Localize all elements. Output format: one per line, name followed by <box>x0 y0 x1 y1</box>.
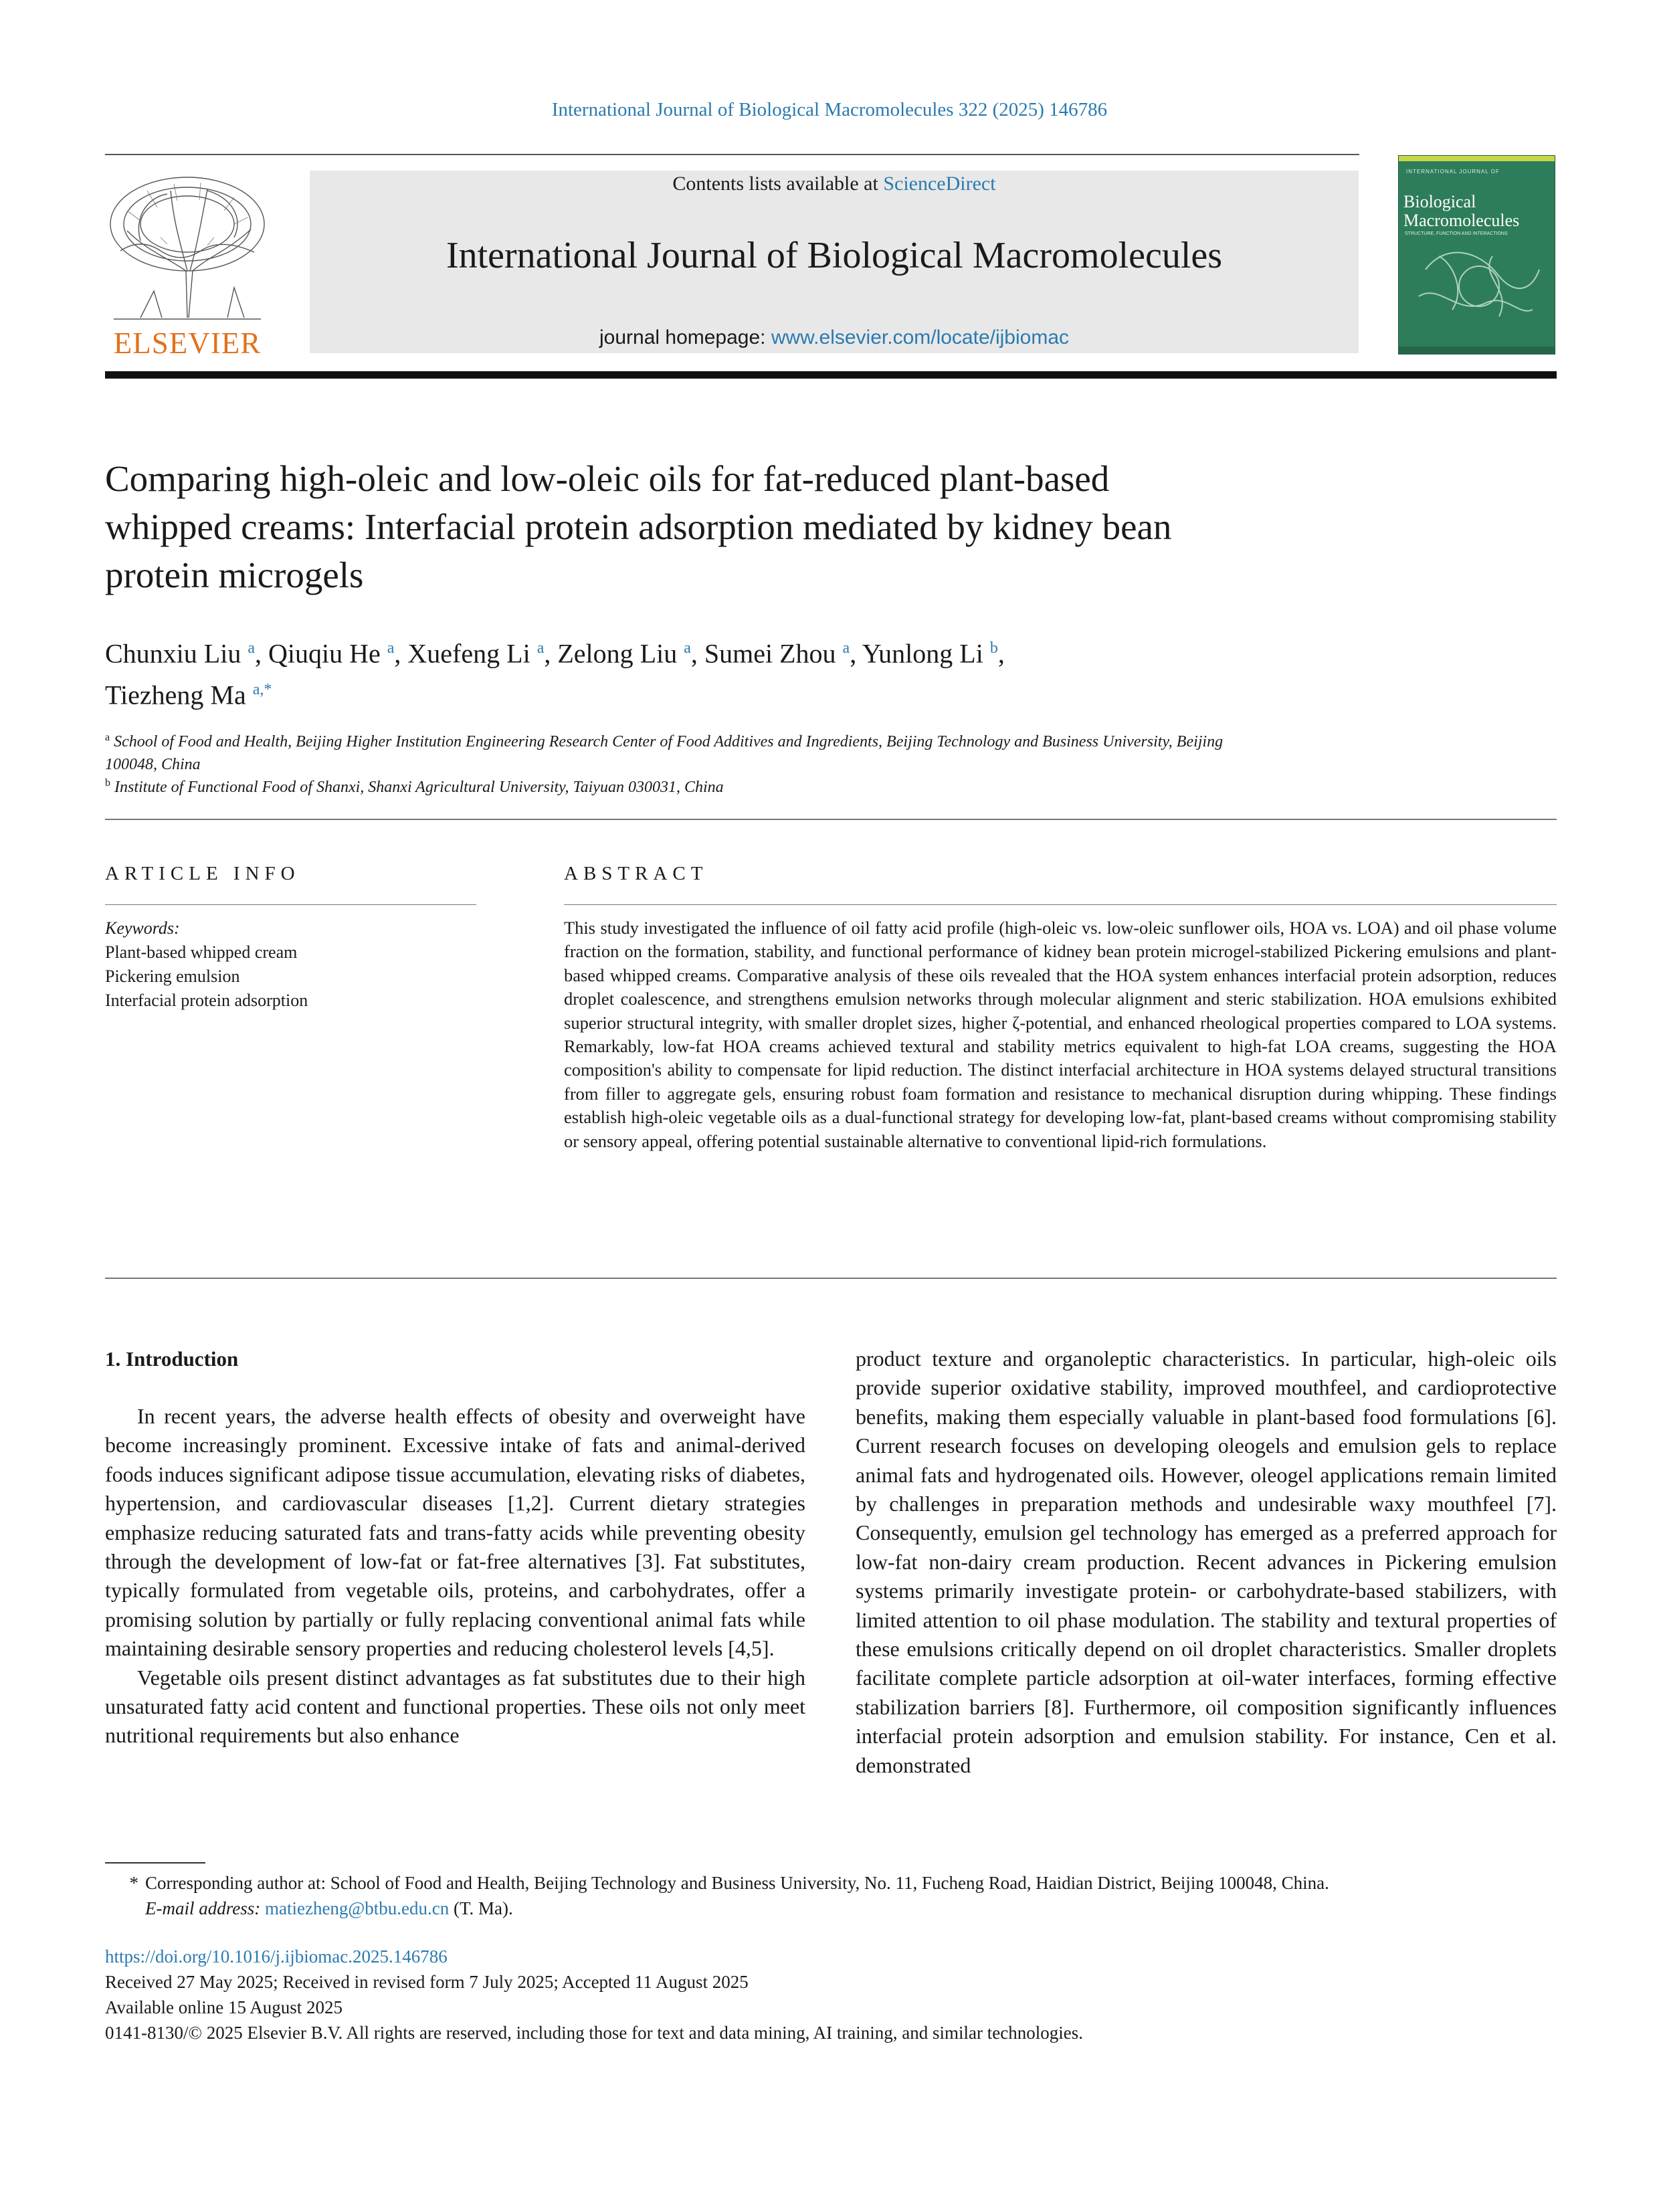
article-info-rule <box>105 904 476 905</box>
author-name[interactable]: Sumei Zhou <box>704 638 836 669</box>
author-affiliation-marker[interactable]: a,* <box>252 681 272 699</box>
footnote-marker: * <box>129 1873 138 1893</box>
affiliation-b <box>105 772 1376 799</box>
copyright-line: 0141-8130/© 2025 Elsevier B.V. All rights are reserved, including those for text and data mining, AI training, and similar technologies. <box>105 2023 1083 2043</box>
sciencedirect-link[interactable]: ScienceDirect <box>883 173 996 195</box>
available-online: Available online 15 August 2025 <box>105 1997 343 2017</box>
keyword: Interfacial protein adsorption <box>105 991 308 1010</box>
body-paragraph: In recent years, the adverse health effects of obesity and overweight have become increasingly prominent. Excessive intake of fats and animal-derived foods induces significant adipose tissue accumulation, elevating risks of diabetes, hypertension, and cardiovascular diseases [1,2]. Current dietary strategies emphasize reducing saturated fats and trans-fatty acids while preventing obesity through the development of low-fat or fat-free alternatives [3]. Fat substitutes, typically formulated from vegetable oils, proteins, and carbohydrates, offer a promising solution by partially or fully replacing conventional animal fats while maintaining desirable sensory properties and reducing cholesterol levels [4,5]. <box>105 1404 805 1661</box>
affiliation-text: School of Food and Health, Beijing Higher Institution Engineering Research Center of Food Additives and Ingredients, Beijing Technology and Business University, Beijing <box>114 733 1224 750</box>
contents-prefix: Contents lists available at <box>672 173 884 195</box>
corresponding-author-footnote <box>105 1870 1557 1921</box>
affiliation-a <box>105 726 1376 776</box>
abstract-bottom-rule <box>105 1278 1557 1279</box>
author-name[interactable]: Yunlong Li <box>862 638 983 669</box>
email-link[interactable]: matiezheng@btbu.edu.cn <box>264 1898 450 1918</box>
keyword: Pickering emulsion <box>105 967 240 986</box>
journal-citation[interactable]: International Journal of Biological Macromolecules 322 (2025) 146786 <box>551 99 1108 120</box>
masthead-bottom-rule <box>105 371 1557 379</box>
journal-cover-image[interactable] <box>1398 155 1555 355</box>
publisher-logo-text: ELSEVIER <box>113 326 262 360</box>
keyword: Plant-based whipped cream <box>105 942 298 962</box>
affiliation-label: a <box>105 732 110 743</box>
body-paragraph: product texture and organoleptic characteristics. In particular, high-oleic oils provide superior oxidative stability, improved mouthfeel, and cardioprotective benefits, making them especially valuable in plant-based food formulations [6]. Current research focuses on developing oleogels and emulsion gels to replace animal fats and hydrogenated oils. However, oleogel applications remain limited by challenges in preparation methods and undesirable waxy mouthfeel [7]. Consequently, emulsion gel technology has emerged as a preferred approach for low-fat non-dairy cream production. Recent advances in Pickering emulsion systems primarily investigate protein- or carbohydrate-based stabilizers, with limited attention to oil phase modulation. The stability and textural properties of these emulsions critically depend on oil droplet characteristics. Smaller droplets facilitate complete particle adsorption at oil-water interfaces, forming effective stabilization barriers [8]. Furthermore, oil composition significantly influences interfacial protein adsorption and emulsion stability. For instance, Cen et al. demonstrated <box>856 1346 1557 1777</box>
header-rule <box>105 154 1359 155</box>
author-name[interactable]: Qiuqiu He <box>268 638 381 669</box>
homepage-link[interactable]: www.elsevier.com/locate/ijbiomac <box>771 326 1070 348</box>
section-heading: 1. Introduction <box>105 1347 239 1371</box>
email-label: E-mail address: <box>145 1898 261 1918</box>
body-paragraph: Vegetable oils present distinct advantages as fat substitutes due to their high unsaturated fatty acid content and functional properties. These oils not only meet nutritional requirements but also enhance <box>105 1665 805 1748</box>
corresponding-author-text: Corresponding author at: School of Food and Health, Beijing Technology and Business University, No. 11, Fucheng Road, Haidian District, Beijing 100048, China. <box>145 1873 1329 1893</box>
article-info-heading: ARTICLE INFO <box>105 863 300 884</box>
body-column-left <box>105 1402 805 1750</box>
article-title <box>105 455 1443 599</box>
journal-homepage <box>310 326 1359 349</box>
author-name[interactable]: Xuefeng Li <box>407 638 530 669</box>
keywords-block <box>105 916 480 1013</box>
abstract-rule <box>564 904 1557 905</box>
abstract-text: This study investigated the influence of oil fatty acid profile (high-oleic vs. low-oleic sunflower oils, HOA vs. LOA) and oil phase volume fraction on the formation, stability, and functional performance of kidney bean protein microgel-stabilized Pickering emulsions and plant-based whipped creams. Comparative analysis of these oils revealed that the HOA system enhances interfacial protein adsorption, reduces droplet coalescence, and strengthens emulsion networks through molecular alignment and steric stabilization. HOA emulsions exhibited superior structural integrity, with smaller droplet sizes, higher ζ-potential, and enhanced rheological properties compared to LOA systems. Remarkably, low-fat HOA creams achieved textural and stability metrics equivalent to high-fat LOA creams, suggesting the HOA composition's ability to compensate for lipid reduction. The distinct interfacial architecture in HOA systems delayed structural transitions from filler to aggregate gels, ensuring robust foam formation and resistance to mechanical disruption during whipping. These findings establish high-oleic vegetable oils as a dual-functional strategy for developing low-fat, plant-based creams without compromising stability or sensory appeal, offering potential sustainable alternative to conventional lipid-rich formulations. <box>564 918 1557 1151</box>
cover-title: Biological Macromolecules <box>1403 192 1520 230</box>
doi-link[interactable]: https://doi.org/10.1016/j.ijbiomac.2025.146786 <box>105 1946 448 1967</box>
author-affiliation-marker[interactable]: a <box>842 639 850 657</box>
body-column-right <box>856 1344 1557 1780</box>
affiliation-text-continued: 100048, China <box>105 756 201 773</box>
author-name[interactable]: Tiezheng Ma <box>105 680 246 710</box>
author-affiliation-marker[interactable]: a <box>248 639 255 657</box>
author-affiliation-marker[interactable]: a <box>536 639 545 657</box>
journal-name: International Journal of Biological Macromolecules <box>446 235 1223 276</box>
title-line: whipped creams: Interfacial protein adsorption mediated by kidney bean <box>105 506 1172 547</box>
cover-subtitle: STRUCTURE, FUNCTION AND INTERACTIONS <box>1405 231 1508 236</box>
author-name[interactable]: Zelong Liu <box>557 638 678 669</box>
title-line: protein microgels <box>105 555 364 595</box>
homepage-prefix: journal homepage: <box>599 326 771 348</box>
received-dates: Received 27 May 2025; Received in revised form 7 July 2025; Accepted 11 August 2025 <box>105 1972 749 1992</box>
email-suffix: (T. Ma). <box>449 1898 513 1918</box>
keywords-label: Keywords: <box>105 918 180 938</box>
publication-info <box>105 1944 1557 2045</box>
contents-line <box>310 173 1359 195</box>
affiliation-rule <box>105 819 1557 820</box>
footnote-rule <box>105 1862 205 1864</box>
author-affiliation-marker[interactable]: b <box>989 639 998 657</box>
title-line: Comparing high-oleic and low-oleic oils for fat-reduced plant-based <box>105 458 1110 499</box>
abstract-heading: ABSTRACT <box>564 863 708 884</box>
affiliation-text: Institute of Functional Food of Shanxi, Shanxi Agricultural University, Taiyuan 030031, China <box>114 779 724 796</box>
author-affiliation-marker[interactable]: a <box>387 639 395 657</box>
author-affiliation-marker[interactable]: a <box>684 639 691 657</box>
cover-small-text: INTERNATIONAL JOURNAL OF <box>1406 169 1500 175</box>
affiliation-label: b <box>105 777 110 789</box>
author-list: Chunxiu Liu $^a$, Qiuqiu He $^a$, Xuefeng Li $^a$, Zelong Liu $^a$, Sumei Zhou $^a$, Yunlong Li $^b$, Tiezheng Ma $^{a,*}$ <box>105 638 1005 710</box>
author-name[interactable]: Chunxiu Liu <box>105 638 241 669</box>
